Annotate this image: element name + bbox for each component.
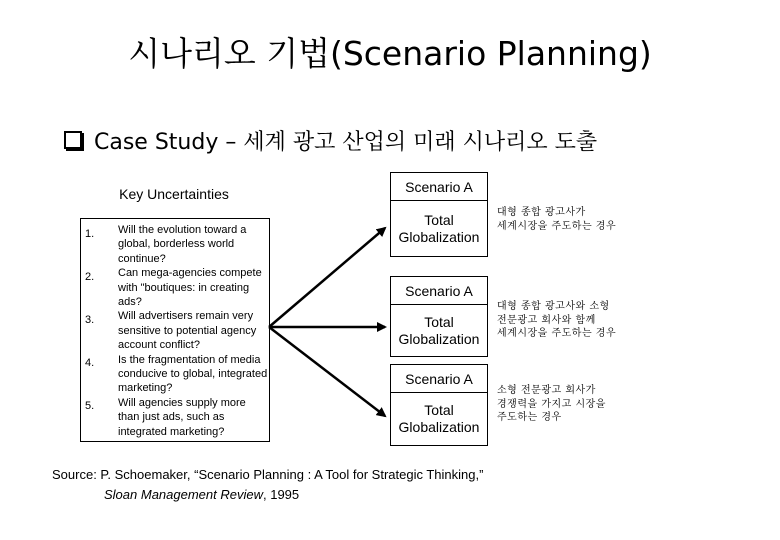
uncertainty-number: 1. (85, 228, 95, 240)
key-uncertainties-header: Key Uncertainties (119, 186, 229, 202)
scenario-1-box (390, 200, 488, 257)
scenario-2-line1: Total (424, 313, 454, 330)
uncertainty-number: 3. (85, 314, 95, 326)
source-citation (52, 465, 483, 505)
uncertainty-number: 2. (85, 271, 95, 283)
source-year: , 1995 (262, 487, 300, 502)
desc-line: 전문광고 회사와 함께 (497, 314, 596, 326)
scenario-2-box (390, 304, 488, 357)
page-title: 시나리오 기법(Scenario Planning) (128, 34, 652, 73)
arrow-to-scenario-3 (269, 327, 385, 416)
uncertainty-item: Is the fragmentation of media conducive to global, integrated marketing? (118, 353, 268, 395)
scenario-1-line2: Globalization (398, 228, 480, 245)
desc-line: 대형 종합 광고사가 (497, 207, 586, 218)
scenario-1-line1: Total (424, 211, 454, 228)
source-line-1: Source: P. Schoemaker, “Scenario Planning : A Tool for Strategic Thinking,” (52, 467, 484, 482)
uncertainty-number: 4. (85, 357, 95, 369)
uncertainty-item: Will the evolution toward a global, borderless world continue? (118, 224, 247, 265)
source-line-2 (52, 485, 483, 505)
desc-line: 경쟁력을 가지고 시장을 (497, 398, 606, 410)
scenario-1-header: Scenario A (390, 172, 488, 202)
desc-line: 소형 전문광고 회사가 (497, 385, 596, 396)
scenario-2-line2: Globalization (398, 330, 480, 347)
arrow-to-scenario-1 (269, 228, 385, 327)
scenario-3-description (497, 384, 606, 425)
scenario-3-line2: Globalization (398, 419, 480, 435)
uncertainty-item: Can mega-agencies compete with "boutiques: in creating ads? (118, 267, 262, 309)
desc-line: 세계시장을 주도하는 경우 (497, 220, 617, 232)
uncertainty-item: Will advertisers remain very sensitive to potential agency account conflict? (118, 310, 257, 352)
scenario-3-line1: Total (424, 402, 454, 418)
scenario-1-description (497, 206, 616, 233)
desc-line: 대형 종합 광고사와 소형 (497, 301, 610, 312)
scenario-2-header: Scenario A (390, 276, 488, 306)
scenario-3-box (390, 392, 488, 446)
scenario-3-header: Scenario A (390, 364, 488, 394)
case-study-text: Case Study – 세계 광고 산업의 미래 시나리오 도출 (94, 130, 598, 155)
scenario-2-description (497, 300, 616, 341)
journal-name: Sloan Management Review (104, 487, 263, 502)
uncertainty-item: Will agencies supply more than just ads, such as integrated marketing? (118, 396, 246, 438)
desc-line: 주도하는 경우 (497, 412, 562, 424)
uncertainty-number: 5. (85, 400, 95, 412)
desc-line: 세계시장을 주도하는 경우 (497, 328, 617, 340)
